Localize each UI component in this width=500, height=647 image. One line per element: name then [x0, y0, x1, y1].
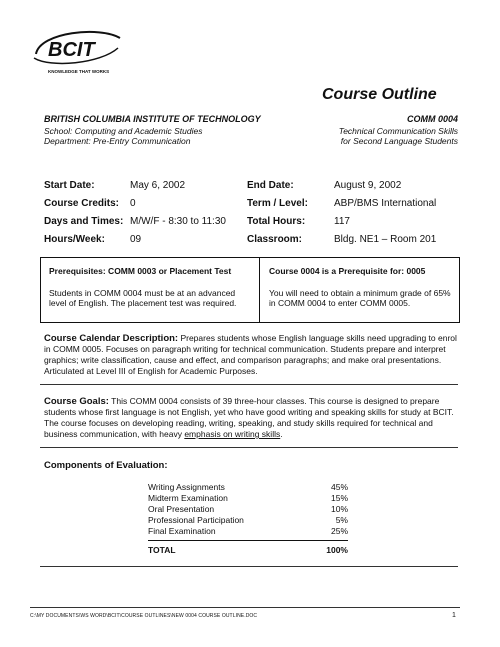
credits-label: Course Credits:: [44, 198, 120, 209]
evaluation-item-value: 10%: [330, 504, 348, 514]
end-date-value: August 9, 2002: [334, 180, 402, 191]
days-value: M/W/F - 8:30 to 11:30: [130, 216, 226, 227]
classroom-value: Bldg. NE1 – Room 201: [334, 234, 437, 245]
total-hours-label: Total Hours:: [247, 216, 306, 227]
term-label: Term / Level:: [247, 198, 308, 209]
end-date-label: End Date:: [247, 180, 294, 191]
school-line: School: Computing and Academic Studies: [44, 126, 203, 136]
footer-file-path: C:\MY DOCUMENTS\WS WORD\BCIT\COURSE OUTLINES\NEW 0004 COURSE OUTLINE.DOC: [30, 613, 258, 619]
days-label: Days and Times:: [44, 216, 124, 227]
classroom-label: Classroom:: [247, 234, 303, 245]
evaluation-item-value: 25%: [330, 526, 348, 536]
evaluation-item-name: Writing Assignments: [148, 482, 225, 492]
credits-value: 0: [130, 198, 136, 209]
prereq-left-body: Students in COMM 0004 must be at an advanced level of English. The placement test was required.: [49, 288, 237, 308]
evaluation-total-value: 100%: [326, 545, 348, 555]
evaluation-item-value: 15%: [330, 493, 348, 503]
department-line: Department: Pre-Entry Communication: [44, 136, 191, 146]
prerequisite-box: [40, 257, 460, 323]
evaluation-total-label: TOTAL: [148, 545, 176, 555]
document-title: Course Outline: [322, 86, 437, 103]
calendar-description: [44, 333, 464, 377]
evaluation-item-name: Midterm Examination: [148, 493, 228, 503]
logo-text: BCIT: [48, 39, 95, 61]
hours-week-value: 09: [130, 234, 142, 245]
section-divider: [40, 447, 458, 448]
evaluation-item-value: 5%: [335, 515, 348, 525]
prereq-right-heading: Course 0004 is a Prerequisite for: 0005: [269, 266, 426, 276]
start-date-label: Start Date:: [44, 180, 95, 191]
total-rule: [148, 540, 348, 541]
logo-tagline: KNOWLEDGE THAT WORKS: [48, 69, 110, 74]
box-divider: [259, 258, 260, 322]
course-goals-end: .: [280, 429, 283, 439]
prereq-left-heading: Prerequisites: COMM 0003 or Placement Test: [49, 266, 232, 276]
page-number: 1: [452, 612, 456, 619]
institution-name: BRITISH COLUMBIA INSTITUTE OF TECHNOLOGY: [44, 114, 261, 124]
footer-rule: [30, 607, 460, 608]
total-hours-value: 117: [334, 216, 350, 227]
evaluation-item-value: 45%: [330, 482, 348, 492]
evaluation-item-name: Professional Participation: [148, 515, 244, 525]
evaluation-item-name: Final Examination: [148, 526, 216, 536]
calendar-description-text: Prepares students whose English language skills need upgrading to enrol in COMM 0005. Focuses on paragraph writing for technical communication. Students prepare and interpret graphics; write classification, cause and effect, and comparison paragraphs; and make oral presentations. Articulated at Level III of English for Academic Purposes.: [44, 333, 457, 376]
hours-week-label: Hours/Week:: [44, 234, 105, 245]
section-divider: [40, 566, 458, 567]
calendar-description-heading: Course Calendar Description:: [44, 333, 179, 344]
start-date-value: May 6, 2002: [130, 180, 186, 191]
section-divider: [40, 384, 458, 385]
course-code: COMM 0004: [406, 114, 458, 124]
bcit-logo: [30, 24, 126, 80]
course-goals-heading: Course Goals:: [44, 396, 109, 407]
course-name-line1: Technical Communication Skills: [338, 126, 458, 136]
school-department: [44, 126, 202, 146]
course-goals: [44, 396, 464, 440]
evaluation-item-name: Oral Presentation: [148, 504, 215, 514]
course-name: [339, 126, 458, 146]
evaluation-heading: Components of Evaluation:: [44, 460, 168, 471]
course-goals-text: This COMM 0004 consists of 39 three-hour classes. This course is designed to prepare students whose first language is not English, yet who have good writing and speaking skills for study at BCIT. The course focuses on developing reading, writing, speaking, and study skills required for technical and business communication, with heavy: [44, 396, 454, 439]
prereq-right-body: You will need to obtain a minimum grade of 65% in COMM 0004 to enter COMM 0005.: [269, 288, 451, 308]
course-goals-emphasis: emphasis on writing skills: [184, 429, 281, 439]
term-value: ABP/BMS International: [334, 198, 437, 209]
course-name-line2: for Second Language Students: [340, 136, 458, 146]
